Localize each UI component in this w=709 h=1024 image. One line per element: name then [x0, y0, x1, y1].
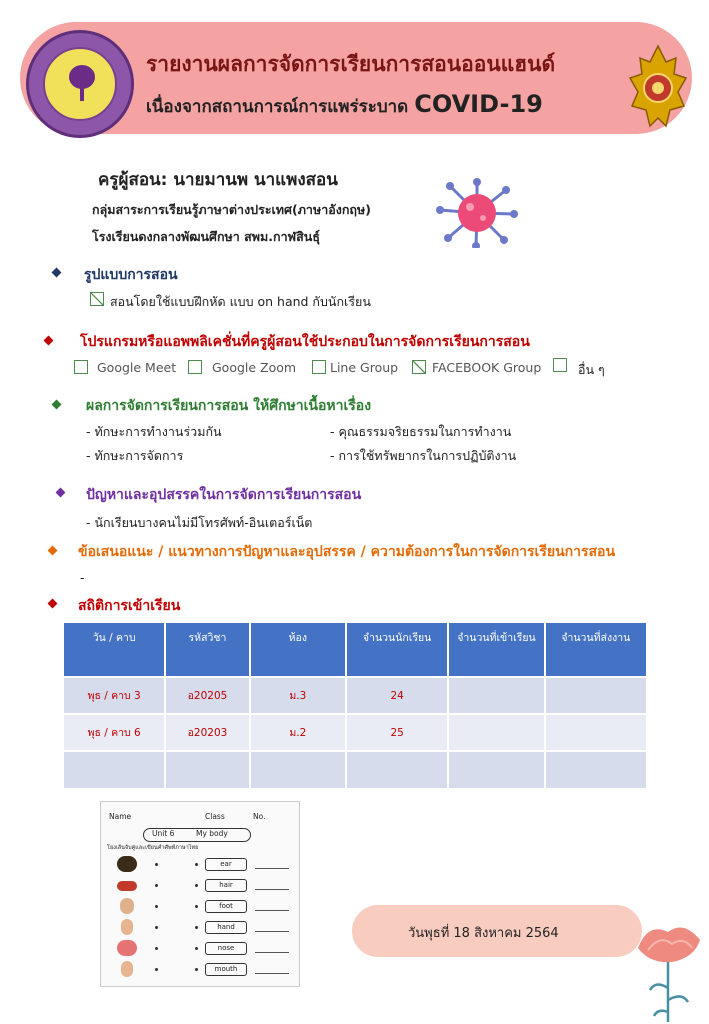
google-zoom-checkbox[interactable] [188, 360, 202, 374]
worksheet-instruction: โยงเส้นจับคู่และเขียนคำศัพท์ภาษาไทย [107, 845, 199, 851]
virus-icon [436, 178, 518, 248]
report-subtitle [146, 90, 543, 120]
worksheet-row [111, 877, 291, 895]
table-header-row [64, 623, 646, 676]
suggestions-item: - [80, 570, 85, 585]
table-cell [449, 752, 543, 788]
format-text: สอนโดยใช้แบบฝึกหัด แบบ on hand กับนักเรียน [110, 294, 371, 309]
table-cell [546, 752, 646, 788]
dot-icon [195, 863, 198, 866]
col-header: วัน / คาบ [64, 623, 164, 676]
flower-icon [628, 918, 708, 1022]
report-date: วันพุธที่ 18 สิงหาคม 2564 [408, 926, 559, 941]
table-cell [166, 752, 248, 788]
worksheet-no-label: No. [253, 812, 266, 821]
results-item: - ทักษะการทำงานร่วมกัน [86, 424, 222, 439]
mouth-picture-icon [117, 881, 137, 891]
worksheet-word: nose [205, 942, 247, 955]
worksheet-row [111, 940, 291, 958]
table-cell [347, 752, 447, 788]
table-cell [546, 678, 646, 713]
bullet-icon [56, 488, 66, 498]
results-title: ผลการจัดการเรียนการสอน ให้ศึกษาเนื้อหาเรื่อง [86, 398, 372, 414]
answer-line [255, 931, 289, 932]
worksheet-unit: Unit 6 [152, 829, 175, 838]
answer-line [255, 973, 289, 974]
table-row [64, 715, 646, 750]
table-cell [251, 752, 345, 788]
table-cell [64, 752, 164, 788]
answer-line [255, 889, 289, 890]
facebook-group-checkbox[interactable] [412, 360, 426, 374]
worksheet-word: foot [205, 900, 247, 913]
col-header: ห้อง [251, 623, 345, 676]
table-cell: อ20203 [166, 715, 248, 750]
worksheet-row [111, 919, 291, 937]
format-title: รูปแบบการสอน [84, 267, 178, 283]
bullet-icon [48, 599, 58, 609]
facebook-group-label: FACEBOOK Group [432, 360, 542, 375]
foot-picture-icon [121, 961, 133, 977]
line-group-checkbox[interactable] [312, 360, 326, 374]
school-name: โรงเรียนดงกลางพัฒนศึกษา สพม.กาฬสินธุ์ [92, 229, 320, 244]
results-item: - การใช้ทรัพยากรในการปฏิบัติงาน [330, 448, 517, 463]
table-cell [449, 715, 543, 750]
dot-icon [155, 863, 158, 866]
table-cell: อ20205 [166, 678, 248, 713]
answer-line [255, 868, 289, 869]
teacher-name: ครูผู้สอน: นายมานพ นาแพงสอน [98, 170, 338, 190]
col-header: จำนวนที่ส่งงาน [546, 623, 646, 676]
report-title: รายงานผลการจัดการเรียนการสอนออนแฮนด์ [146, 52, 556, 76]
ear-picture-icon [120, 898, 134, 914]
worksheet-row [111, 856, 291, 874]
problems-item: - นักเรียนบางคนไม่มีโทรศัพท์-อินเตอร์เน็ต [86, 515, 313, 530]
dot-icon [155, 947, 158, 950]
worksheet-class-label: Class [205, 812, 225, 821]
answer-line [255, 952, 289, 953]
col-header: จำนวนที่เข้าเรียน [449, 623, 543, 676]
table-row [64, 678, 646, 713]
suggestions-title: ข้อเสนอแนะ / แนวทางการปัญหาและอุปสรรค / ความต้องการในการจัดการเรียนการสอน [78, 544, 616, 560]
dot-icon [195, 926, 198, 929]
obec-emblem-icon [626, 44, 690, 132]
bullet-icon [52, 400, 62, 410]
worksheet-unit-box [143, 828, 251, 842]
google-zoom-label: Google Zoom [212, 360, 297, 375]
table-cell: ม.2 [251, 715, 345, 750]
table-row [64, 752, 646, 788]
school-logo [26, 30, 134, 138]
dot-icon [195, 905, 198, 908]
answer-line [255, 910, 289, 911]
google-meet-checkbox[interactable] [74, 360, 88, 374]
results-item: - คุณธรรมจริยธรรมในการทำงาน [330, 424, 512, 439]
col-header: รหัสวิชา [166, 623, 248, 676]
other-label: อื่น ๆ [578, 362, 605, 377]
dot-icon [155, 905, 158, 908]
dot-icon [195, 884, 198, 887]
dot-icon [195, 968, 198, 971]
worksheet-image [100, 801, 300, 987]
worksheet-row [111, 898, 291, 916]
worksheet-name-label: Name [109, 812, 132, 821]
table-cell [546, 715, 646, 750]
hair-picture-icon [117, 856, 137, 872]
subtitle-prefix: เนื่องจากสถานการณ์การแพร่ระบาด [146, 97, 409, 117]
bullet-icon [52, 268, 62, 278]
worksheet-topic: My body [196, 829, 228, 838]
bullet-icon [48, 546, 58, 556]
table-cell: พุธ / คาบ 3 [64, 678, 164, 713]
col-header: จำนวนนักเรียน [347, 623, 447, 676]
table-cell: ม.3 [251, 678, 345, 713]
dot-icon [195, 947, 198, 950]
tree-icon [67, 63, 97, 103]
covid-label: COVID-19 [414, 90, 543, 118]
worksheet-word: ear [205, 858, 247, 871]
department: กลุ่มสาระการเรียนรู้ภาษาต่างประเทศ(ภาษาอังกฤษ) [92, 202, 371, 217]
dot-icon [155, 926, 158, 929]
dot-icon [155, 968, 158, 971]
line-group-label: Line Group [330, 360, 399, 375]
apps-title: โปรแกรมหรือแอพพลิเคชั่นที่ครูผู้สอนใช้ประกอบในการจัดการเรียนการสอน [80, 334, 530, 350]
worksheet-row [111, 961, 291, 979]
table-cell [449, 678, 543, 713]
worksheet-word: mouth [205, 963, 247, 976]
dot-icon [155, 884, 158, 887]
table-cell: 24 [347, 678, 447, 713]
worksheet-word: hand [205, 921, 247, 934]
hand-picture-icon [117, 940, 137, 956]
problems-title: ปัญหาและอุปสรรคในการจัดการเรียนการสอน [86, 487, 362, 503]
nose-picture-icon [121, 919, 133, 935]
other-checkbox[interactable] [553, 358, 567, 372]
stats-title: สถิติการเข้าเรียน [78, 598, 181, 614]
google-meet-label: Google Meet [97, 360, 177, 375]
worksheet-word: hair [205, 879, 247, 892]
format-checkbox[interactable] [90, 292, 104, 306]
bullet-icon [44, 336, 54, 346]
table-cell: พุธ / คาบ 6 [64, 715, 164, 750]
attendance-table [62, 621, 648, 790]
table-cell: 25 [347, 715, 447, 750]
results-item: - ทักษะการจัดการ [86, 448, 184, 463]
